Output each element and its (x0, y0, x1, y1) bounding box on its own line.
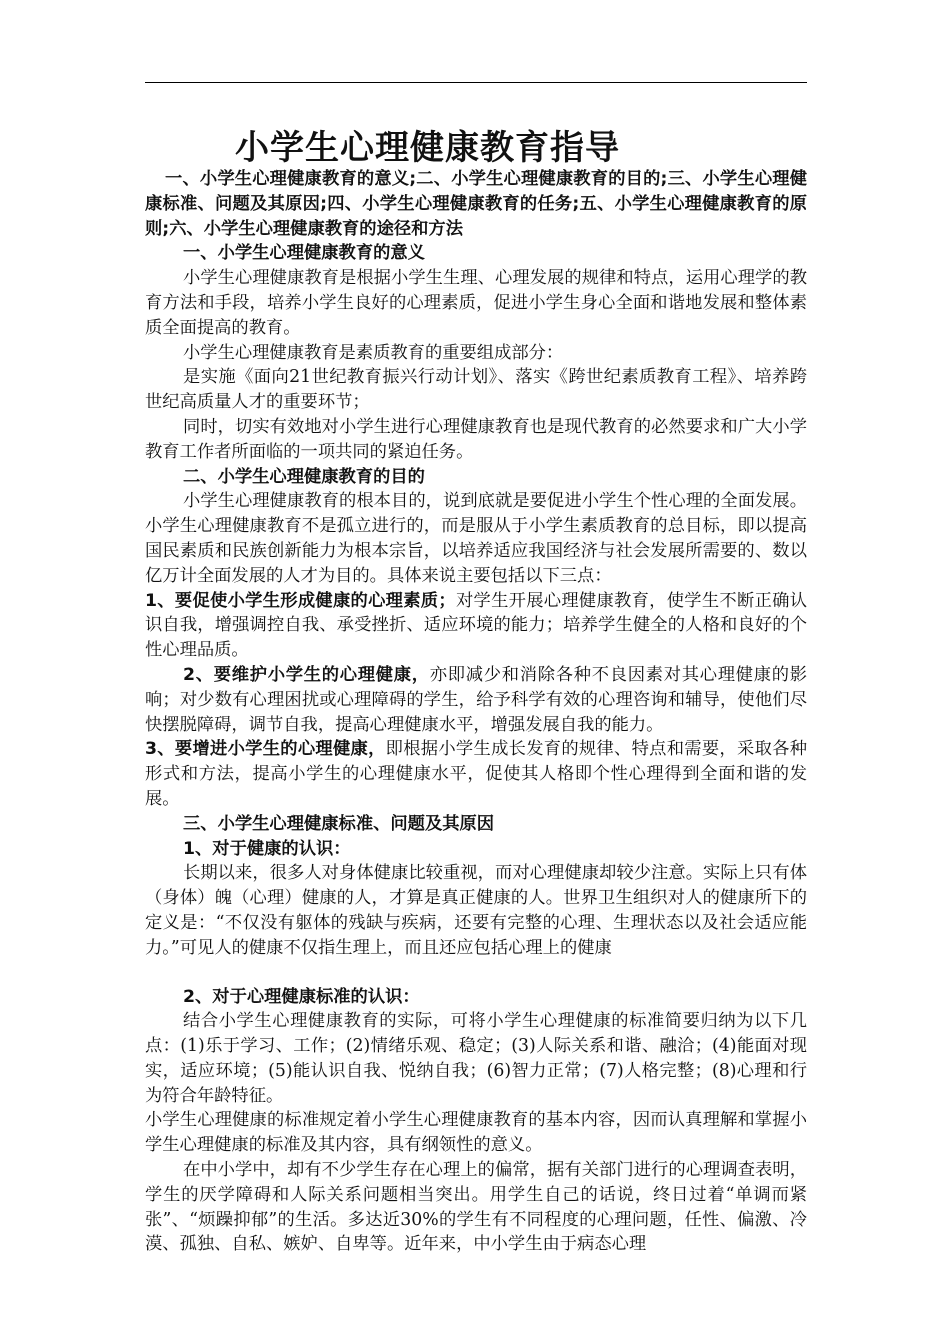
paragraph: 小学生心理健康教育是素质教育的重要组成部分： (183, 342, 564, 363)
list-item-text: 即根据小学生成长发育的规律、特点和需要，采取各种形式和方法，提高小学生的心理健康水平，促使其人格即个性心理得到全面和谐的发展。 (145, 739, 807, 809)
section-heading-3: 三、小学生心理健康标准、问题及其原因 (183, 813, 495, 834)
list-item (145, 663, 807, 737)
paragraph: 在中小学中，却有不少学生存在心理上的偏常，据有关部门进行的心理调查表明，学生的厌学障碍和人际关系问题相当突出。用学生自己的话说，终日过着“单调而紧张”、“烦躁抑郁”的生活。多达近30%的学生有不同程度的心理问题，任性、偏激、冷漠、孤独、自私、嫉妒、自卑等。近年来，中小学生由于病态心理 (145, 1160, 807, 1255)
list-item-text: 对学生开展心理健康教育，使学生不断正确认识自我，增强调控自我、承受挫折、适应环境的能力；培养学生健全的人格和良好的个性心理品质。 (145, 590, 807, 661)
list-item (145, 737, 807, 811)
list-item-text: 亦即减少和消除各种不良因素对其心理健康的影响；对少数有心理困扰或心理障碍的学生，给予科学有效的心理咨询和辅导，使他们尽快摆脱障碍，调节自我，提高心理健康水平，增强发展自我的能力。 (145, 664, 807, 735)
paragraph: 是实施《面向21世纪教育振兴行动计划》、落实《跨世纪素质教育工程》、培养跨世纪高质量人才的重要环节； (145, 367, 807, 413)
header-rule (145, 82, 807, 83)
section-heading-1: 一、小学生心理健康教育的意义 (183, 243, 425, 264)
subheading: 2、对于心理健康标准的认识： (183, 986, 420, 1007)
paragraph: 结合小学生心理健康教育的实际，可将小学生心理健康的标准简要归纳为以下几点：(1)乐于学习、工作；(2)情绪乐观、稳定；(3)人际关系和谐、融洽；(4)能面对现实，适应环境；(5)能认识自我、悦纳自我；(6)智力正常；(7)人格完整；(8)心理和行为符合年龄特征。 (145, 1011, 807, 1106)
list-item-lead: 2、要维护小学生的心理健康， (183, 664, 430, 685)
table-of-contents: 一、小学生心理健康教育的意义;二、小学生心理健康教育的目的;三、小学生心理健康标准、问题及其原因;四、小学生心理健康教育的任务;五、小学生心理健康教育的原则;六、小学生心理健康教育的途径和方法 (145, 169, 807, 239)
paragraph: 长期以来，很多人对身体健康比较重视，而对心理健康却较少注意。实际上只有体（身体）魄（心理）健康的人，才算是真正健康的人。世界卫生组织对人的健康所下的定义是：“不仅没有躯体的残缺与疾病，还要有完整的心理、生理状态以及社会适应能力。”可见人的健康不仅指生理上，而且还应包括心理上的健康 (145, 863, 807, 958)
section-heading-2: 二、小学生心理健康教育的目的 (183, 466, 425, 487)
document-title: 小学生心理健康教育指导 (235, 128, 620, 168)
blank-line (145, 961, 807, 985)
paragraph: 小学生心理健康教育是根据小学生生理、心理发展的规律和特点，运用心理学的教育方法和手段，培养小学生良好的心理素质，促进小学生身心全面和谐地发展和整体素质全面提高的教育。 (145, 268, 807, 338)
subheading: 1、对于健康的认识： (183, 838, 351, 859)
paragraph: 同时，切实有效地对小学生进行心理健康教育也是现代教育的必然要求和广大小学教育工作者所面临的一项共同的紧迫任务。 (145, 416, 807, 462)
list-item-lead: 1、要促使小学生形成健康的心理素质； (145, 590, 456, 611)
paragraph: 小学生心理健康的标准规定着小学生心理健康教育的基本内容，因而认真理解和掌握小学生心理健康的标准及其内容，具有纲领性的意义。 (145, 1110, 807, 1156)
list-item-lead: 3、要增进小学生的心理健康， (145, 739, 386, 760)
document-body (145, 167, 807, 1257)
list-item (145, 589, 807, 663)
paragraph: 小学生心理健康教育的根本目的，说到底就是要促进小学生个性心理的全面发展。小学生心理健康教育不是孤立进行的，而是服从于小学生素质教育的总目标，即以提高国民素质和民族创新能力为根本宗旨，以培养适应我国经济与社会发展所需要的、数以亿万计全面发展的人才为目的。具体来说主要包括以下三点： (145, 491, 807, 586)
